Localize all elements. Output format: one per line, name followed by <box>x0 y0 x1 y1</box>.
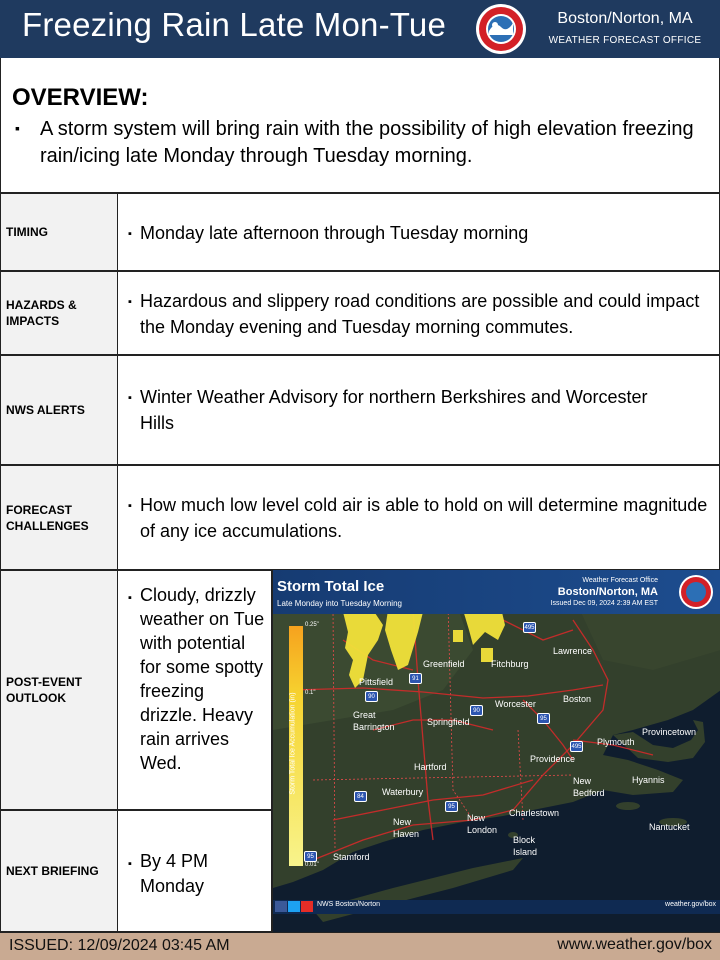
bullet-icon: ▪ <box>128 592 132 604</box>
highway-shield: 95 <box>537 713 550 724</box>
highway-shield: 91 <box>409 673 422 684</box>
nws-logo-icon <box>475 3 527 55</box>
city-label: Hartford <box>414 762 447 772</box>
legend-tick-bottom: 0.01" <box>305 862 319 868</box>
highway-shield: 95 <box>304 851 317 862</box>
row-label-post-event: POST-EVENT OUTLOOK <box>0 570 118 810</box>
row-content-challenges <box>118 465 720 570</box>
bullet-icon: ▪ <box>128 392 132 404</box>
row-text-alerts: Winter Weather Advisory for northern Berkshires and Worcester Hills <box>140 387 648 433</box>
row-text-challenges: How much low level cold air is able to hold on will determine magnitude of any ice accumulations. <box>140 495 708 541</box>
row-label-next-briefing: NEXT BRIEFING <box>0 810 118 932</box>
row-content-timing <box>118 193 720 271</box>
row-label-alerts: NWS ALERTS <box>0 355 118 465</box>
city-label: New London <box>467 813 498 835</box>
city-label: Boston <box>563 694 592 704</box>
overview-section <box>0 58 720 193</box>
twitter-icon[interactable] <box>288 901 300 912</box>
legend-title: Storm Total Ice Accumulation (in) <box>289 692 297 795</box>
overview-title: OVERVIEW: <box>12 84 149 111</box>
bullet-icon: ▪ <box>128 500 132 512</box>
city-label: Provincetown <box>642 727 697 737</box>
storm-total-ice-map <box>272 570 720 932</box>
city-label: Nantucket <box>649 822 690 832</box>
row-text-hazards: Hazardous and slippery road conditions are possible and could impact the Monday evening and Tuesday morning commutes. <box>140 291 700 337</box>
highway-shield: 95 <box>445 801 458 812</box>
city-label: Block Island <box>513 835 538 857</box>
row-label-timing: TIMING <box>0 193 118 271</box>
office-name: Boston/Norton, MA <box>557 10 693 27</box>
highway-shield: 495 <box>523 622 536 633</box>
website-link[interactable]: www.weather.gov/box <box>557 936 712 953</box>
row-content-hazards <box>118 271 720 355</box>
map-title: Storm Total Ice <box>277 578 385 595</box>
city-label: Fitchburg <box>491 659 529 669</box>
row-text-timing: Monday late afternoon through Tuesday morning <box>140 223 529 243</box>
city-label: Lawrence <box>553 646 593 656</box>
row-content-alerts <box>118 355 720 465</box>
city-label: Providence <box>530 754 576 764</box>
highway-shield: 495 <box>570 741 583 752</box>
office-subtitle: WEATHER FORECAST OFFICE <box>548 35 702 46</box>
row-content-post-event <box>118 570 272 810</box>
highway-shield: 90 <box>470 705 483 716</box>
row-text-post-event: Cloudy, drizzly weather on Tue with potential for some spotty freezing drizzle. Heavy rain arrives Wed. <box>140 585 265 773</box>
bullet-icon: ▪ <box>128 858 132 870</box>
map-footer-handle: NWS Boston/Norton <box>317 901 381 908</box>
city-label: New Haven <box>393 817 420 839</box>
highway-shield: 90 <box>365 691 378 702</box>
city-label: Charlestown <box>509 808 560 818</box>
nws-logo-icon <box>676 574 716 610</box>
map-footer-url[interactable]: weather.gov/box <box>665 901 716 908</box>
bullet-icon: ▪ <box>128 296 132 308</box>
map-issued: Issued Dec 09, 2024 2:39 AM EST <box>550 600 658 607</box>
issued-timestamp: ISSUED: 12/09/2024 03:45 AM <box>9 937 230 954</box>
overview-text: A storm system will bring rain with the possibility of high elevation freezing rain/icing late Monday through Tuesday morning. <box>40 118 694 167</box>
bullet-icon: ▪ <box>15 120 20 136</box>
row-label-hazards: HAZARDS & IMPACTS <box>0 271 118 355</box>
legend-tick-mid: 0.1" <box>305 690 316 696</box>
row-text-next-briefing: By 4 PM Monday <box>140 851 209 896</box>
highway-shield: 84 <box>354 791 367 802</box>
city-label: Great Barrington <box>353 710 395 732</box>
city-label: Springfield <box>427 717 470 727</box>
city-label: Worcester <box>495 699 536 709</box>
city-label: Plymouth <box>597 737 635 747</box>
legend-tick-top: 0.25" <box>305 622 319 628</box>
map-subtitle: Late Monday into Tuesday Morning <box>277 599 402 608</box>
row-label-challenges: FORECAST CHALLENGES <box>0 465 118 570</box>
facebook-icon[interactable] <box>275 901 287 912</box>
youtube-icon[interactable] <box>301 901 313 912</box>
city-label: Greenfield <box>423 659 465 669</box>
city-label: Waterbury <box>382 787 424 797</box>
map-office: Boston/Norton, MA <box>557 586 658 598</box>
header-bar <box>0 0 720 58</box>
city-label: Pittsfield <box>359 677 394 687</box>
city-label: Stamford <box>333 852 370 862</box>
city-label: Hyannis <box>632 775 665 785</box>
map-office-label: Weather Forecast Office <box>582 577 658 584</box>
page-title: Freezing Rain Late Mon-Tue <box>22 6 447 43</box>
bullet-icon: ▪ <box>128 228 132 240</box>
row-content-next-briefing <box>118 810 272 932</box>
city-label: New Bedford <box>573 776 605 798</box>
footer-bar <box>0 932 720 960</box>
map-graphic <box>273 570 720 932</box>
